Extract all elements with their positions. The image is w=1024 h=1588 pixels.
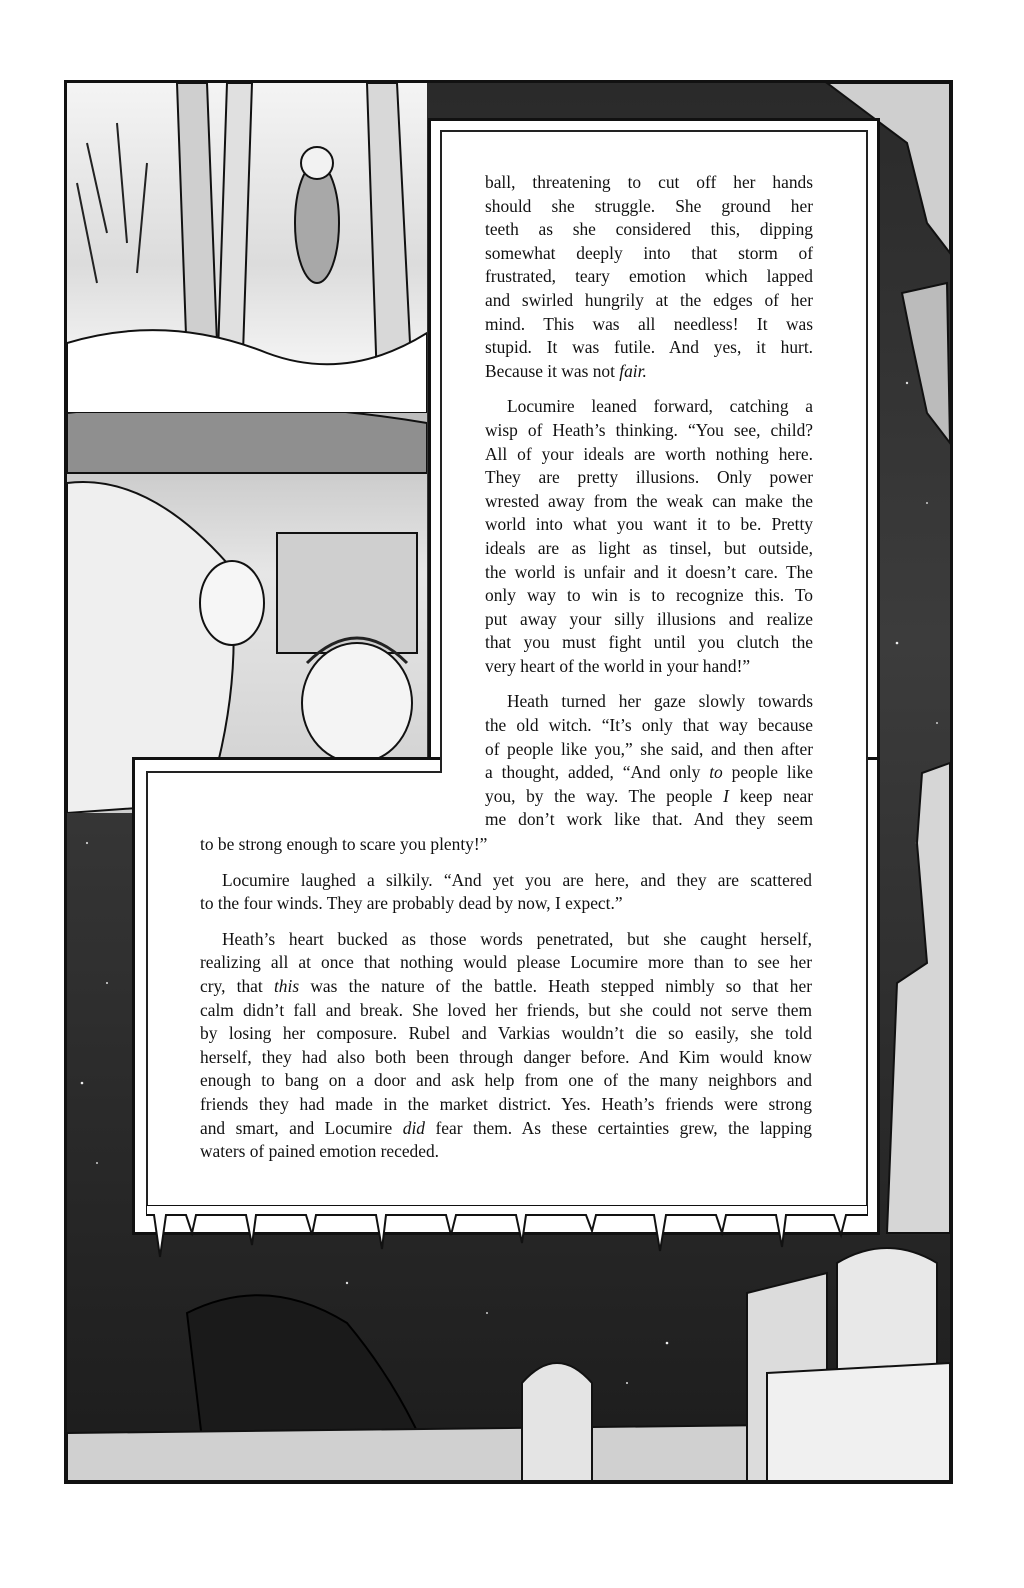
text-line: They are pretty illusions. Only power xyxy=(485,467,813,488)
text-line: ball, threatening to cut off her hands xyxy=(485,172,813,192)
text-run: Because it was not xyxy=(485,360,620,381)
text-line: mind. This was all needless! It was xyxy=(485,313,813,334)
text-line: Heath turned her gaze slowly towards xyxy=(507,691,813,712)
emphasis: fair. xyxy=(619,360,647,381)
text-line: to be strong enough to scare you plenty!” xyxy=(200,834,488,854)
text-line: Locumire leaned forward, catching a xyxy=(507,396,813,417)
emphasis: did xyxy=(402,1117,425,1138)
text-line: stupid. It was futile. And yes, it hurt. xyxy=(485,337,813,358)
emphasis: this xyxy=(273,975,300,996)
text-line xyxy=(200,1117,812,1141)
text-line: wisp of Heath’s thinking. “You see, child? xyxy=(485,419,813,440)
paragraph-3-end xyxy=(200,833,812,857)
text-run: fear them. As these certainties grew, the lapping xyxy=(425,1117,812,1138)
text-line: Locumire laughed a silkily. “And yet you are here, and they are scattered xyxy=(222,869,812,890)
text-column-upper xyxy=(485,171,813,844)
town-illustration xyxy=(67,1233,950,1481)
text-column-lower xyxy=(200,833,812,1176)
text-line: waters of pained emotion receded. xyxy=(200,1141,440,1162)
text-line: very heart of the world in your hand!” xyxy=(485,655,751,676)
text-line: somewhat deeply into that storm of xyxy=(485,242,813,263)
text-line: by losing her composure. Rubel and Varkias wouldn’t die so easily, she told xyxy=(200,1023,812,1044)
text-line: that you must fight until you clutch the xyxy=(485,632,813,653)
text-line xyxy=(485,360,813,384)
text-run: a thought, added, “And only xyxy=(485,762,710,783)
text-line: realizing all at once that nothing would please Locumire more than to see her xyxy=(200,952,812,973)
text-line: me don’t work like that. And they seem xyxy=(485,809,813,830)
emphasis: to xyxy=(709,762,723,783)
text-run: cry, that xyxy=(200,975,274,996)
paragraph-5 xyxy=(200,928,812,1164)
text-line: enough to bang on a door and ask help from one of the many neighbors and xyxy=(200,1070,812,1091)
text-line: ideals are as light as tinsel, but outside, xyxy=(485,537,813,558)
text-line: frustrated, teary emotion which lapped xyxy=(485,266,813,287)
text-line: only way to win is to recognize this. To xyxy=(485,585,813,606)
paragraph-3-start xyxy=(485,690,813,832)
paragraph-1 xyxy=(485,171,813,383)
text-run: people like xyxy=(722,762,813,783)
text-line: the world is unfair and it doesn’t care. The xyxy=(485,561,813,582)
text-run: and smart, and Locumire xyxy=(200,1117,403,1138)
text-line: Heath’s heart bucked as those words penetrated, but she caught herself, xyxy=(222,928,812,949)
emphasis: I xyxy=(723,785,729,806)
text-line: herself, they had also both been through danger before. And Kim would know xyxy=(200,1046,812,1067)
text-line: calm didn’t fall and break. She loved her friends, but she could not serve them xyxy=(200,999,812,1020)
text-panel-inner-joint xyxy=(146,771,442,773)
text-line xyxy=(485,785,813,809)
text-line: put away your silly illusions and realize xyxy=(485,608,813,629)
paragraph-4 xyxy=(200,869,812,916)
text-line xyxy=(200,975,812,999)
paragraph-2 xyxy=(485,395,813,678)
text-line: friends they had made in the market district. Yes. Heath’s friends were strong xyxy=(200,1093,812,1114)
text-line xyxy=(485,761,813,785)
text-line: the old witch. “It’s only that way because xyxy=(485,715,813,736)
text-line: and swirled hungrily at the edges of her xyxy=(485,289,813,310)
text-line: of people like you,” she said, and then after xyxy=(485,738,813,759)
witch-panel-illustration xyxy=(67,413,427,813)
text-line: wrested away from the weak can make the xyxy=(485,490,813,511)
icicle-drips xyxy=(146,1205,868,1265)
text-line: All of your ideals are worth nothing here. xyxy=(485,443,813,464)
text-line: world into what you want it to be. Pretty xyxy=(485,514,813,535)
text-run: you, by the way. The people xyxy=(485,785,724,806)
forest-panel-illustration xyxy=(67,83,427,413)
text-line: teeth as she considered this, dipping xyxy=(485,219,813,240)
text-run: was the nature of the battle. Heath stepped nimbly so that her xyxy=(299,975,812,996)
text-run: keep near xyxy=(728,785,813,806)
text-line: should she struggle. She ground her xyxy=(485,195,813,216)
text-line: to the four winds. They are probably dead by now, I expect.” xyxy=(200,893,623,914)
